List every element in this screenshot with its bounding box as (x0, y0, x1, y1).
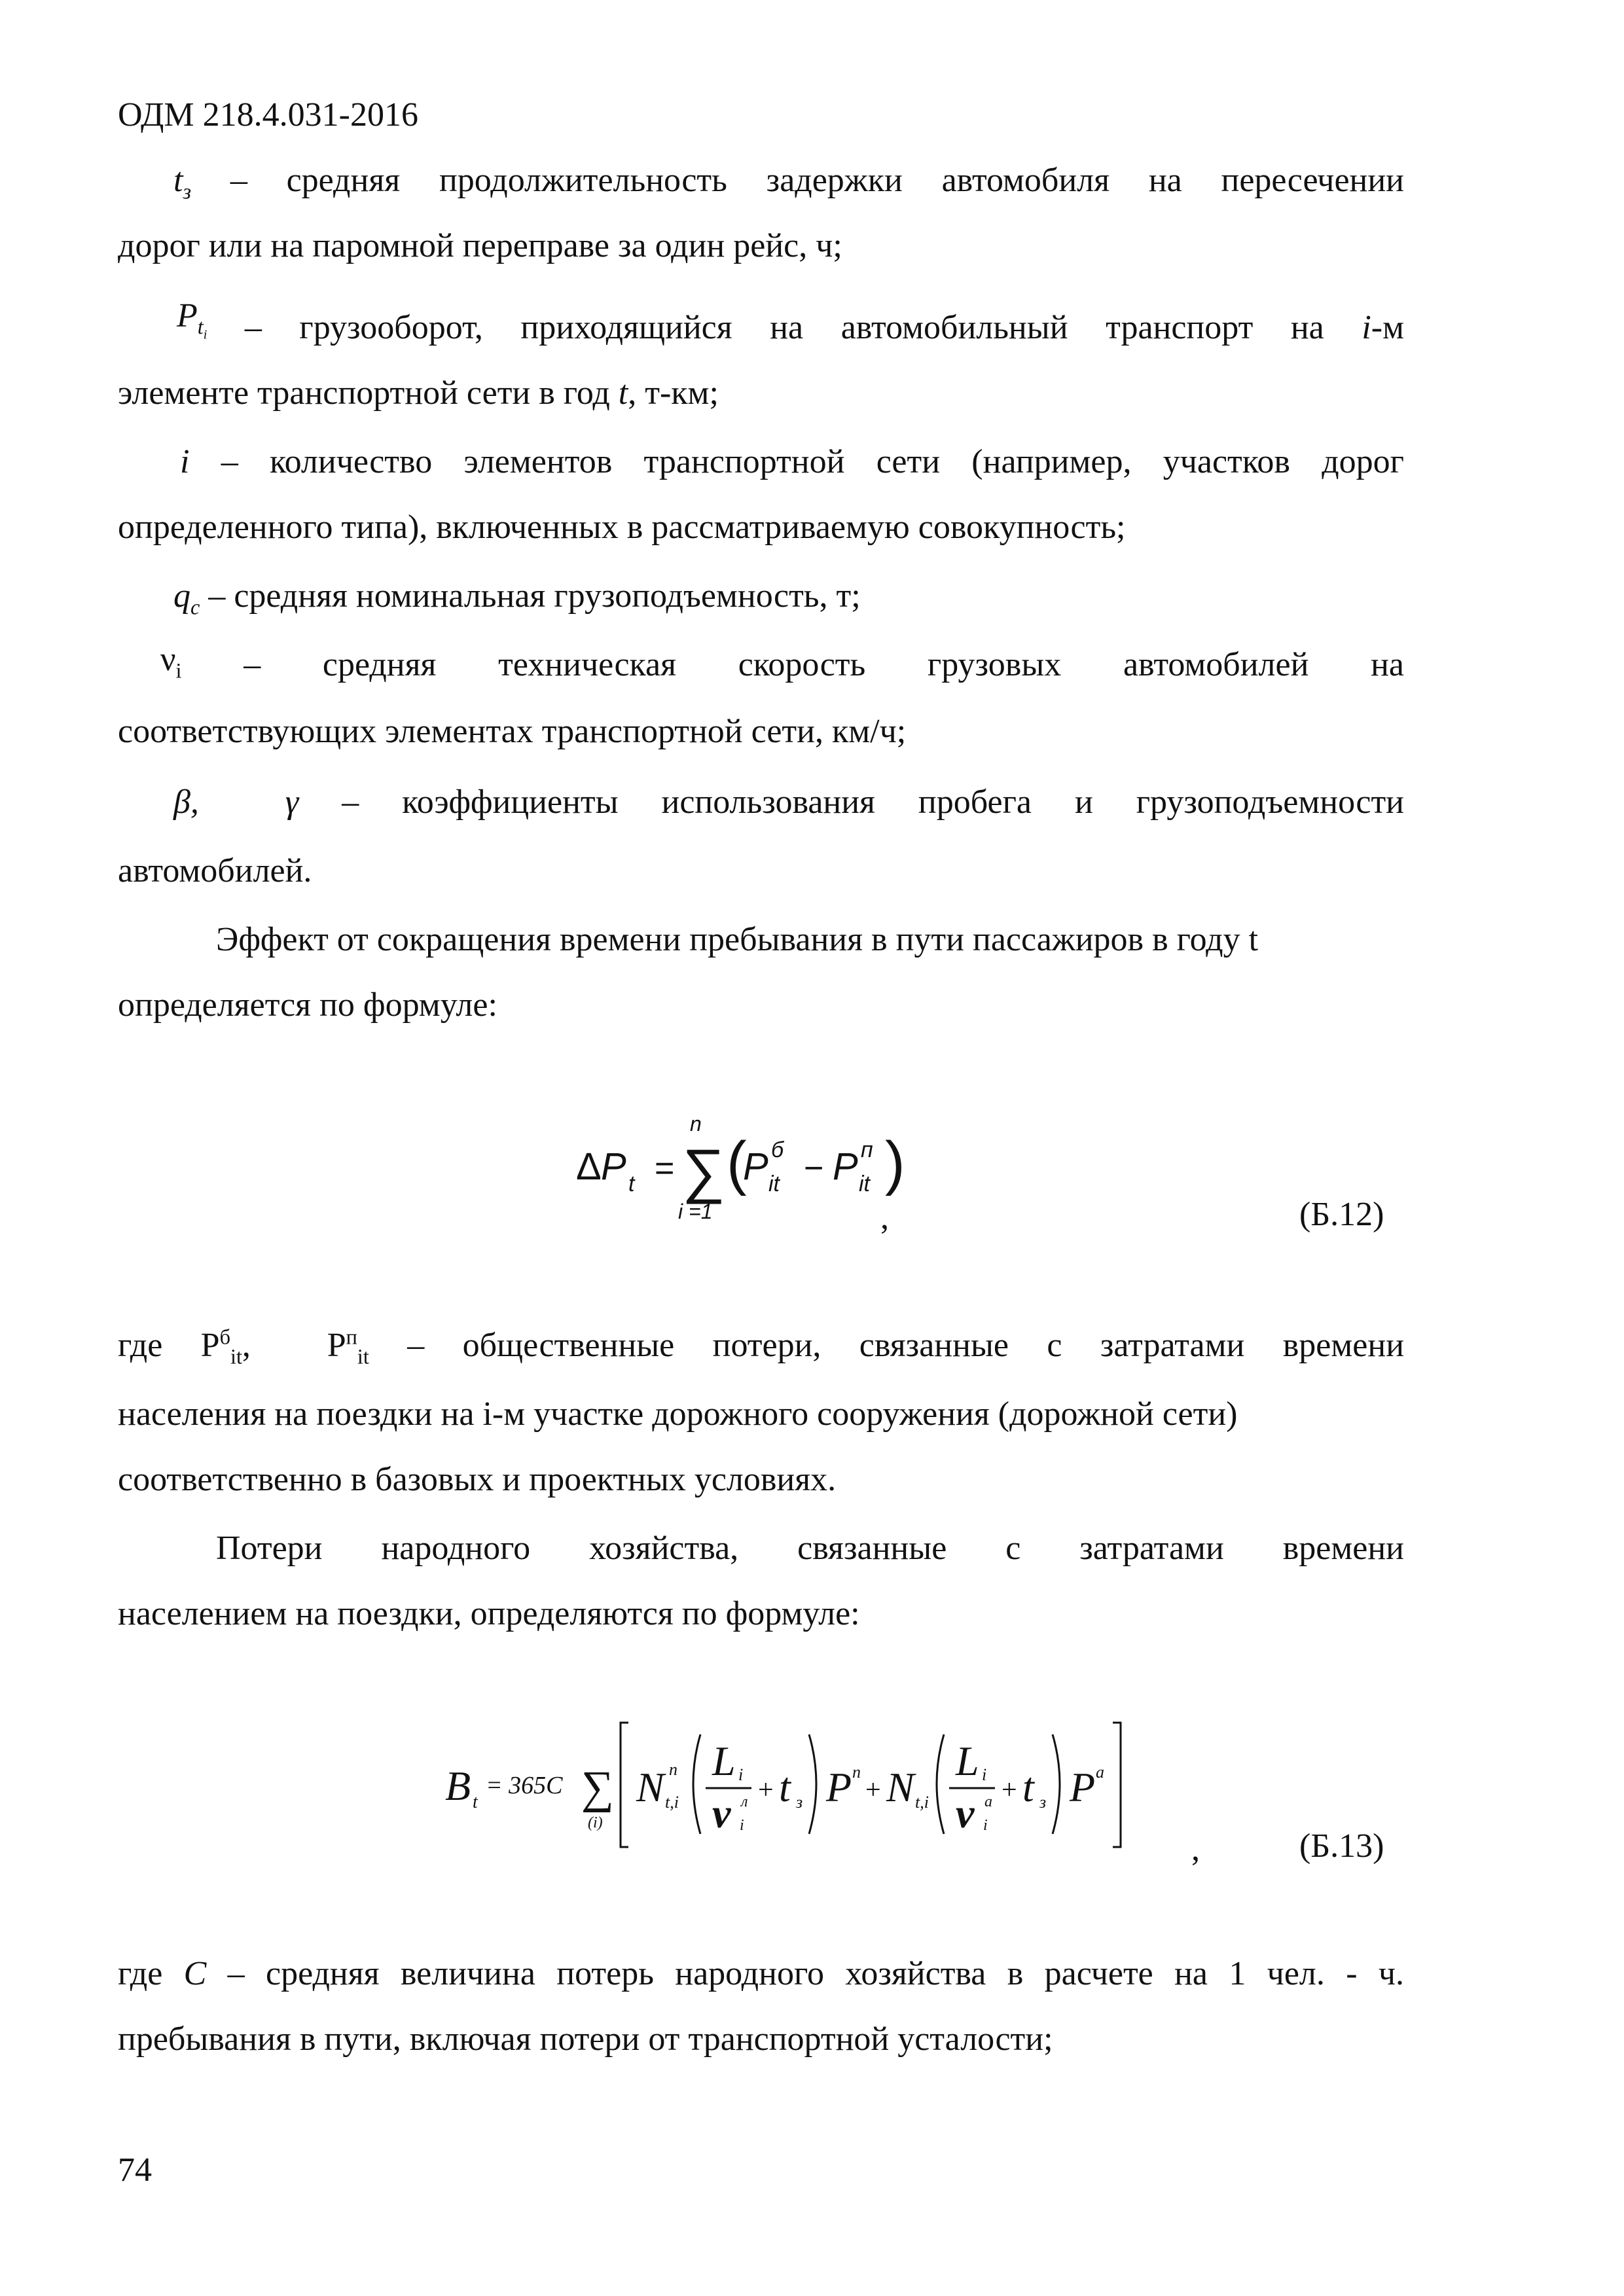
formula-b13-number: (Б.13) (1299, 1827, 1384, 1865)
svg-text:∑: ∑ (682, 1138, 725, 1204)
svg-text:−: − (804, 1149, 824, 1187)
svg-text:t: t (473, 1792, 478, 1812)
paren-2-close (1053, 1734, 1060, 1834)
svg-text:ν: ν (712, 1790, 731, 1837)
svg-text:N: N (886, 1764, 914, 1810)
svg-text:a: a (984, 1793, 992, 1810)
where-b12-line3: соответственно в базовых и проектных условиях. (118, 1461, 837, 1498)
svg-text:+: + (865, 1775, 881, 1805)
symbol-t3: $t_з$ (173, 162, 192, 204)
symbol-i: i (180, 443, 190, 480)
paragraph-losses-line2: населением на поездки, определяются по формуле: (118, 1595, 860, 1632)
svg-text:∑: ∑ (581, 1763, 614, 1813)
definition-vi-line2: соответствующих элементах транспортной сети, км/ч; (118, 713, 907, 750)
svg-text:Δ: Δ (576, 1145, 602, 1188)
svg-text:п: п (861, 1138, 873, 1162)
formula-b13 (439, 1715, 1224, 1872)
paren-close: ) (885, 1130, 905, 1196)
svg-text:л: л (741, 1793, 748, 1810)
definition-beta-gamma-line1: β, γ – коэффициенты использования пробега и грузоподъемности (173, 783, 1404, 821)
formula-b12 (563, 1106, 929, 1244)
svg-text:i: i (740, 1817, 744, 1834)
svg-text:t,i: t,i (915, 1793, 929, 1812)
svg-text:i: i (982, 1765, 987, 1784)
svg-text:n: n (690, 1112, 702, 1136)
bracket-left (621, 1723, 628, 1847)
paren-2-open (937, 1734, 944, 1834)
svg-text:+: + (758, 1775, 774, 1805)
definition-pti-line2: элементе транспортной сети в год t, т-км; (118, 374, 719, 412)
svg-text:L: L (712, 1738, 736, 1784)
svg-text:ν: ν (956, 1790, 975, 1837)
svg-text:B: B (445, 1763, 471, 1809)
svg-text:it: it (768, 1172, 780, 1196)
definition-i-line2: определенного типа), включенных в рассматриваемую совокупность; (118, 509, 1126, 546)
formula-b13-comma: , (1191, 1831, 1200, 1868)
paren-open: ( (727, 1130, 747, 1196)
svg-text:n: n (669, 1760, 677, 1779)
definition-t3-line1: $t_з$ – средняя продолжительность задержки автомобиля на пересечении (173, 162, 1405, 204)
formula-b12-number: (Б.12) (1299, 1196, 1384, 1233)
svg-text:+: + (1001, 1775, 1017, 1805)
paragraph-losses-line1: Потери народного хозяйства, связанные с затратами времени (216, 1530, 1404, 1567)
svg-text:N: N (636, 1764, 664, 1810)
svg-text:it: it (859, 1172, 870, 1196)
paren-1-close (809, 1734, 816, 1834)
svg-text:P: P (743, 1145, 768, 1188)
svg-text:з: з (1039, 1793, 1047, 1812)
svg-text:i: i (983, 1817, 988, 1834)
svg-text:t: t (779, 1764, 791, 1810)
definition-beta-gamma-line2: автомобилей. (118, 852, 312, 889)
definition-pti-line1: $P_{t_i}$ – грузооборот, приходящийся на автомобильный транспорт на i-м (177, 297, 1405, 346)
svg-text:P: P (833, 1145, 858, 1188)
svg-text:i =1: i =1 (678, 1200, 713, 1223)
svg-text:P: P (1070, 1764, 1096, 1810)
symbol-beta-gamma: β, γ (173, 783, 299, 821)
where-b12-line2: населения на поездки на i-м участке дорожного сооружения (дорожной сети) (118, 1395, 1238, 1433)
svg-text:i: i (738, 1765, 744, 1784)
definition-qc: $q_c$ – средняя номинальная грузоподъемность, т; (173, 577, 861, 619)
svg-text:P: P (826, 1764, 852, 1810)
document-code: ОДМ 218.4.031-2016 (118, 96, 418, 134)
svg-text:a: a (1096, 1763, 1104, 1782)
svg-text:= 365C: = 365C (486, 1772, 563, 1799)
paragraph-effect-line2: определяется по формуле: (118, 986, 497, 1024)
page-number: 74 (118, 2151, 152, 2189)
definition-vi-line1: $\nu_i$ – средняя техническая скорость грузовых автомобилей на (160, 641, 1405, 683)
svg-text:t: t (628, 1172, 635, 1196)
svg-text:=: = (655, 1149, 675, 1187)
paragraph-effect-line1: Эффект от сокращения времени пребывания в пути пассажиров в году t (216, 921, 1259, 958)
where-b12-line1: где $P^б_{it}$, $P^п_{it}$ – общественные потери, связанные с затратами времени (118, 1325, 1405, 1369)
svg-text:n: n (852, 1763, 861, 1782)
svg-text:t,i: t,i (665, 1793, 679, 1812)
paren-1-open (693, 1734, 700, 1834)
symbol-qc: $q_c$ (173, 577, 200, 619)
symbol-vi: $\nu_i$ (160, 641, 182, 683)
svg-text:t: t (1022, 1764, 1034, 1810)
svg-text:(i): (i) (588, 1814, 603, 1831)
where-b13-line2: пребывания в пути, включая потери от транспортной усталости; (118, 2020, 1053, 2058)
where-b12-symbols: $P^б_{it}$, $P^п_{it}$ (200, 1325, 369, 1369)
svg-text:L: L (956, 1738, 979, 1784)
definition-i-line1: i – количество элементов транспортной сети (например, участков дорог (180, 443, 1404, 480)
svg-text:P: P (601, 1145, 626, 1188)
symbol-pti: $P_{t_i}$ (177, 297, 208, 342)
svg-text:б: б (771, 1138, 784, 1162)
definition-t3-line2: дорог или на паромной переправе за один рейс, ч; (118, 227, 842, 264)
svg-text:з: з (796, 1793, 803, 1812)
where-b13-line1: где C – средняя величина потерь народного хозяйства в расчете на 1 чел. - ч. (118, 1955, 1405, 1992)
bracket-right (1113, 1723, 1121, 1847)
formula-b12-comma: , (880, 1199, 889, 1236)
